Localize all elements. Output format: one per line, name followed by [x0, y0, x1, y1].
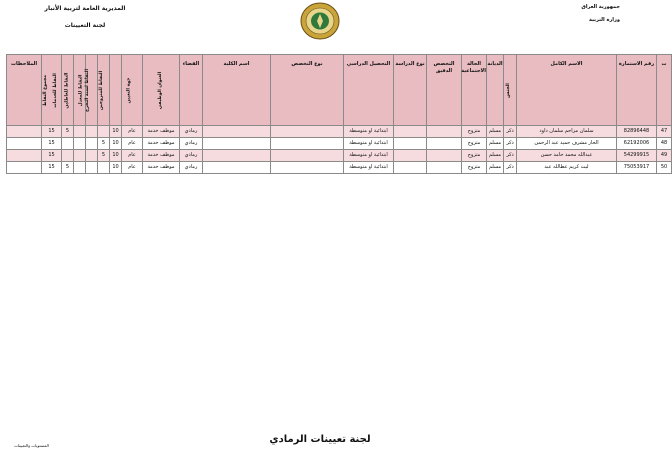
- table-cell: [427, 138, 462, 150]
- table-row: [7, 126, 672, 138]
- ministry-header: [581, 3, 620, 25]
- table-row: [7, 138, 672, 150]
- table-cell: مسلم: [487, 162, 504, 174]
- table-row: [7, 150, 672, 162]
- col-header: اسم الكلية: [203, 55, 271, 126]
- table-cell: عام: [122, 150, 143, 162]
- col-header: النقاط للمعدل: [86, 55, 98, 126]
- col-header: الحالة الاجتماعية: [462, 55, 487, 126]
- table-cell: [271, 150, 344, 162]
- table-cell: [203, 126, 271, 138]
- table-cell: ليث كريم عطالله عبد: [517, 162, 617, 174]
- col-header: النقاط للخدمات: [62, 55, 74, 126]
- table-cell: [7, 138, 42, 150]
- table-cell: سلمان مزاحم سلمان داود: [517, 126, 617, 138]
- table-header-row: [7, 55, 672, 126]
- ministry-seal-icon: [300, 2, 340, 40]
- table-cell: 15: [42, 162, 62, 174]
- table-cell: [427, 150, 462, 162]
- col-header: النقاط للعاطلين: [74, 55, 86, 126]
- table-cell: [427, 162, 462, 174]
- table-cell: [86, 138, 98, 150]
- table-cell: [203, 162, 271, 174]
- table-cell: مسلم: [487, 126, 504, 138]
- col-header: الملاحظات: [7, 55, 42, 126]
- table-cell: [86, 162, 98, 174]
- table-cell: [394, 150, 427, 162]
- col-header: الديانة: [487, 55, 504, 126]
- directorate-name: المديرية العامة لتربية الأنبار: [44, 5, 126, 12]
- table-cell: 48: [657, 138, 672, 150]
- table-cell: ذكر: [504, 138, 517, 150]
- table-cell: [7, 162, 42, 174]
- table-row: [7, 162, 672, 174]
- appointments-table: [6, 54, 672, 174]
- table-cell: [62, 150, 74, 162]
- col-header: العنوان الوظيفي: [143, 55, 180, 126]
- table-cell: متزوج: [462, 150, 487, 162]
- table-cell: 5: [62, 162, 74, 174]
- table-cell: رمادي: [180, 126, 203, 138]
- table-cell: عام: [122, 162, 143, 174]
- directorate-header: [40, 3, 130, 31]
- table-cell: موظف خدمة: [143, 162, 180, 174]
- col-header: الجنس: [504, 55, 517, 126]
- table-cell: 5: [62, 126, 74, 138]
- table-cell: 54299915: [617, 150, 657, 162]
- table-cell: رمادي: [180, 138, 203, 150]
- table-cell: ابتدائية او متوسطة: [344, 126, 394, 138]
- table-cell: [7, 150, 42, 162]
- col-header: جهة التعيين: [122, 55, 143, 126]
- col-header: نوع الدراسة: [394, 55, 427, 126]
- col-header: القضاء: [180, 55, 203, 126]
- table-cell: [74, 138, 86, 150]
- col-header: النقاط للمتزوجين: [110, 55, 122, 126]
- table-cell: [74, 126, 86, 138]
- col-header: نوع التخصص: [271, 55, 344, 126]
- table-cell: رمادي: [180, 150, 203, 162]
- col-header: التخصص الدقيق: [427, 55, 462, 126]
- table-cell: [271, 162, 344, 174]
- table-cell: [394, 162, 427, 174]
- col-header: النقاط لسنة التخرج: [98, 55, 110, 126]
- committee-name: لجنة التعيينات: [64, 22, 106, 29]
- col-header: التحصيل الدراسي: [344, 55, 394, 126]
- table-cell: 15: [42, 126, 62, 138]
- table-cell: ابتدائية او متوسطة: [344, 138, 394, 150]
- table-cell: [62, 138, 74, 150]
- col-header: ت: [657, 55, 672, 126]
- table-cell: موظف خدمة: [143, 126, 180, 138]
- table-cell: [74, 150, 86, 162]
- table-cell: [427, 126, 462, 138]
- table-cell: متزوج: [462, 126, 487, 138]
- table-cell: [98, 162, 110, 174]
- col-header: رقم الاستمارة: [617, 55, 657, 126]
- table-cell: [74, 162, 86, 174]
- table-cell: موظف خدمة: [143, 138, 180, 150]
- table-cell: [203, 150, 271, 162]
- table-cell: موظف خدمة: [143, 150, 180, 162]
- table-cell: 10: [110, 162, 122, 174]
- table-cell: 10: [110, 138, 122, 150]
- col-header: الاسم الكامل: [517, 55, 617, 126]
- col-header: مجموع النقاط: [42, 55, 62, 126]
- table-cell: ذكر: [504, 126, 517, 138]
- table-cell: عام: [122, 138, 143, 150]
- table-cell: 15: [42, 150, 62, 162]
- table-cell: [203, 138, 271, 150]
- table-cell: 5: [98, 150, 110, 162]
- table-cell: ذكر: [504, 150, 517, 162]
- table-cell: ابتدائية او متوسطة: [344, 150, 394, 162]
- table-cell: رمادي: [180, 162, 203, 174]
- table-cell: 62192006: [617, 138, 657, 150]
- country-name: جمهورية العراق: [581, 4, 620, 10]
- table-cell: [7, 126, 42, 138]
- table-cell: 47: [657, 126, 672, 138]
- table-cell: [86, 126, 98, 138]
- table-cell: ذكر: [504, 162, 517, 174]
- table-cell: [394, 126, 427, 138]
- table-cell: 10: [110, 126, 122, 138]
- table-cell: مسلم: [487, 138, 504, 150]
- ministry-name: وزارة التربية: [589, 17, 620, 23]
- footnote: المستويات والتعيينات: [14, 443, 49, 448]
- table-cell: متزوج: [462, 138, 487, 150]
- table-cell: عام: [122, 126, 143, 138]
- table-cell: 10: [110, 150, 122, 162]
- table-cell: 5: [98, 138, 110, 150]
- table-cell: الحار مشرف حميد عبد الرحمن: [517, 138, 617, 150]
- table-cell: 50: [657, 162, 672, 174]
- table-cell: 75053917: [617, 162, 657, 174]
- table-cell: ابتدائية او متوسطة: [344, 162, 394, 174]
- table-cell: [394, 138, 427, 150]
- table-cell: مسلم: [487, 150, 504, 162]
- table-cell: 49: [657, 150, 672, 162]
- table-cell: [271, 126, 344, 138]
- table-cell: 82896448: [617, 126, 657, 138]
- table-cell: [271, 138, 344, 150]
- table-cell: 15: [42, 138, 62, 150]
- table-body: [7, 126, 672, 174]
- table-cell: متزوج: [462, 162, 487, 174]
- table-cell: [98, 126, 110, 138]
- table-cell: [86, 150, 98, 162]
- committee-footer-title: لجنة تعيينات الرمادي: [269, 434, 371, 445]
- table-cell: عبدالله محمد حامد حسن: [517, 150, 617, 162]
